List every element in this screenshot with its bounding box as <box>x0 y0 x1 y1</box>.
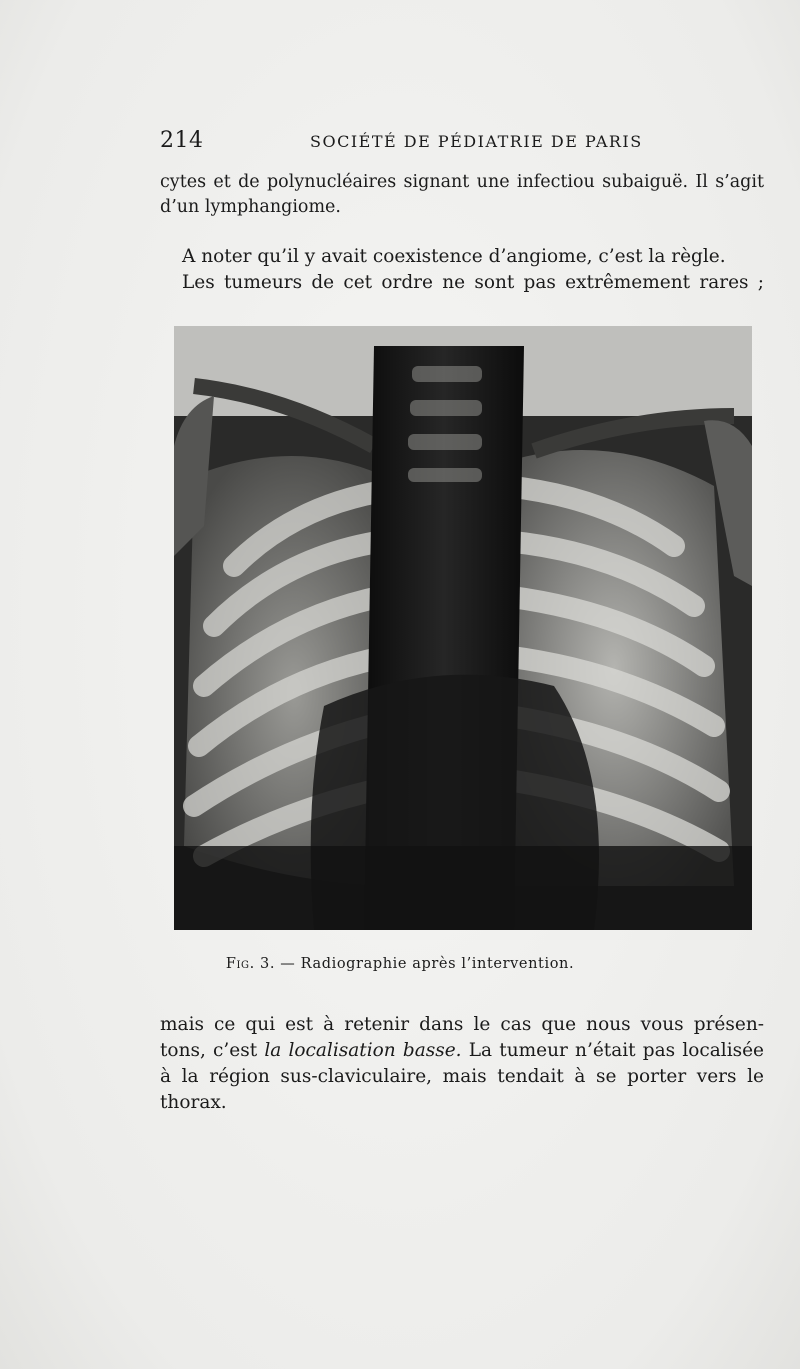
paragraph-1-line-2: d’un lymphangiome. <box>160 197 341 217</box>
figure-caption-text: Radiographie après l’intervention. <box>300 956 575 972</box>
paragraph-2-line-1: A noter qu’il y avait coexistence d’angiome, c’est la règle. <box>182 246 726 267</box>
paragraph-2 <box>160 244 764 296</box>
paragraph-1 <box>160 170 764 220</box>
running-title: SOCIÉTÉ DE PÉDIATRIE DE PARIS <box>310 132 643 151</box>
paragraph-3 <box>160 1012 764 1116</box>
paragraph-3-line-2-end: La tumeur n’était pas localisée <box>461 1040 764 1061</box>
figure-label: Fig. 3. <box>225 956 276 972</box>
page-header <box>160 128 760 158</box>
paragraph-3-line-2 <box>160 1038 764 1064</box>
emphasis-text: la localisation basse. <box>264 1040 462 1061</box>
paragraph-3-line-4: thorax. <box>160 1092 227 1113</box>
paragraph-3-line-3: à la région sus-claviculaire, mais tendait à se porter vers le <box>160 1066 764 1087</box>
paragraph-2-line-2: Les tumeurs de cet ordre ne sont pas extrêmement rares ; <box>182 272 764 293</box>
paragraph-3-line-1: mais ce qui est à retenir dans le cas que nous vous présen- <box>160 1014 764 1035</box>
page-number: 214 <box>160 128 204 153</box>
paragraph-1-line-1: cytes et de polynucléaires signant une infectiou subaiguë. Il s’agit <box>160 172 764 192</box>
figure-caption <box>0 956 800 972</box>
chest-radiograph-image <box>174 326 752 930</box>
chest-radiograph-figure <box>174 326 752 930</box>
figure-caption-separator: — <box>280 956 296 972</box>
paragraph-3-line-2-start: tons, c’est <box>160 1040 265 1061</box>
